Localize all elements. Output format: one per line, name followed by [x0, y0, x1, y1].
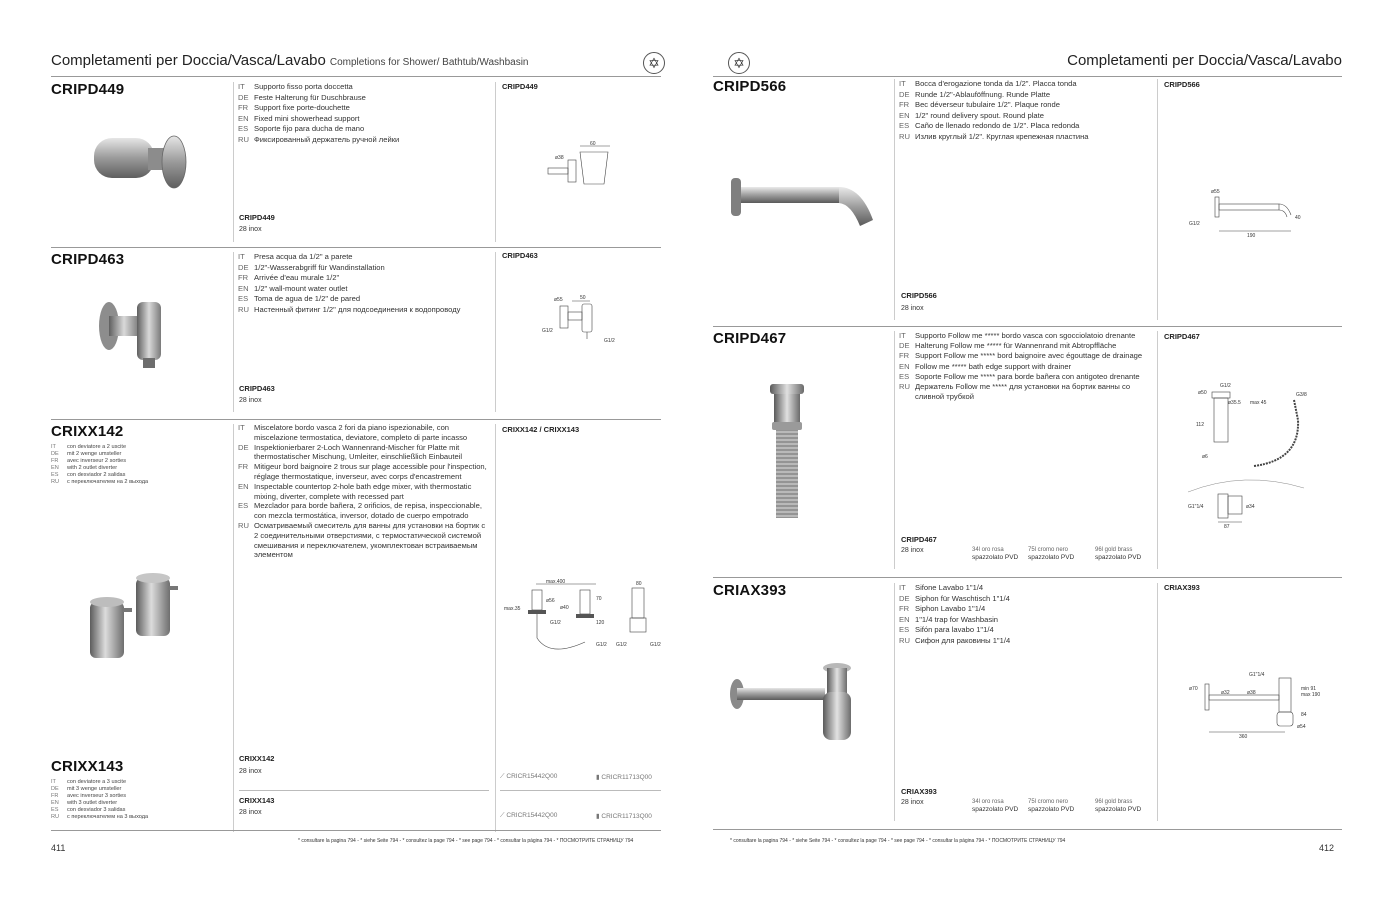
lang-code: EN: [899, 110, 910, 120]
drawing-title: CRIAX393: [1164, 583, 1200, 592]
accessory-code: CRICR15442Q00: [506, 812, 558, 819]
description-text: Излив круглый 1/2". Круглая крепежная пластина: [915, 131, 1089, 141]
finish-option: [972, 547, 1018, 562]
variant-text: con deviatore a 3 uscite: [67, 779, 127, 785]
dim-label: G1"1/4: [1249, 672, 1265, 678]
description-text: Sifone Lavabo 1"1/4: [915, 583, 984, 592]
dim-label: 87: [1224, 524, 1230, 530]
section-rule: [51, 419, 661, 420]
product-code: CRIPD467: [713, 330, 787, 347]
product-image-siphon: [727, 660, 862, 750]
description-text: Support fixe porte-douchette: [254, 103, 350, 113]
product-image-wall-outlet: [95, 290, 175, 380]
dim-label: ø55: [554, 297, 563, 303]
dim-label: ø38: [1247, 690, 1256, 696]
lang-code: DE: [51, 451, 59, 457]
dim-label: max 190: [1301, 692, 1320, 698]
lang-code: DE: [899, 593, 910, 603]
option-code: 96l gold brass: [1095, 799, 1133, 805]
variant-text: с переключателем на 3 выхода: [67, 814, 149, 820]
lang-code: RU: [51, 814, 60, 820]
finish-code: CRIAX393: [901, 787, 937, 796]
cartridge-icon: ▮: [596, 774, 600, 781]
lang-code: FR: [899, 100, 910, 110]
variant-text: avec inverseur 3 sorties: [67, 793, 127, 799]
description-text: 1"1/4 trap for Washbasin: [915, 614, 999, 624]
description-text: Осматриваемый смеситель для ванны для установки на бортик с 2 соединительными отверстиями, с термостатической системой смешивания и переключателем, укомплектован встраиваемым элементом: [254, 520, 486, 560]
option-code: 96l gold brass: [1095, 547, 1133, 553]
drawing-title: CRIPD467: [1164, 332, 1200, 341]
dim-label: ø55: [1211, 189, 1220, 195]
dim-label: max 45: [1250, 400, 1267, 406]
lang-code: FR: [899, 604, 910, 614]
lang-code: RU: [238, 134, 249, 144]
lang-code: EN: [51, 800, 59, 806]
dim-label: ø32: [1221, 690, 1230, 696]
footnote: * consultare la pagina 794 - * siehe Seite 794 - * consultez la page 794 - * see page 794 - * consultar la página 794 - * ПОСМОТРИТЕ СТРАНИЦУ 794: [298, 838, 634, 844]
column-divider: [495, 82, 496, 242]
description-text: Miscelatore bordo vasca 2 fori da piano ispezionabile, con miscelazione termostatica, deviatore, completo di parte incasso: [254, 423, 468, 442]
lang-code: ES: [238, 124, 249, 134]
lang-code: FR: [899, 351, 910, 361]
description-text: Toma de agua de 1/2" de pared: [254, 294, 361, 304]
dim-label: 84: [1301, 712, 1307, 718]
lang-code: ES: [899, 121, 910, 131]
accessory-item: [500, 773, 557, 781]
finish-text: 28 inox: [901, 799, 924, 806]
lang-code: ES: [51, 807, 59, 813]
product-code: CRIXX142: [51, 423, 124, 440]
brand-logo-icon: ✡: [728, 52, 750, 74]
lang-code: EN: [899, 361, 910, 371]
lang-code: IT: [51, 444, 56, 450]
lang-code: DE: [238, 442, 249, 452]
finish-rule: [239, 790, 489, 791]
lang-code: EN: [51, 465, 59, 471]
dim-label: G1/2: [550, 620, 561, 626]
lang-code: ES: [51, 472, 59, 478]
finish-option: [1095, 547, 1141, 562]
brand-logo-icon: ✡: [643, 52, 665, 74]
lang-code: IT: [899, 79, 906, 88]
finish-option: [1095, 799, 1141, 814]
dim-label: G1/2: [542, 328, 553, 334]
drawing-title: CRIXX142 / CRIXX143: [502, 425, 580, 434]
dim-label: 120: [596, 620, 605, 626]
header-rule: [713, 76, 1342, 77]
section-rule: [713, 326, 1342, 327]
description-text: Сифон для раковины 1"1/4: [915, 635, 1011, 645]
description-text: Sifón para lavabo 1"1/4: [915, 625, 994, 635]
dim-label: ø35.5: [1228, 400, 1241, 406]
section-rule: [713, 577, 1342, 578]
dim-label: ø38: [555, 155, 564, 161]
description-text: Mitigeur bord baignoire 2 trous sur plage accessible pour l'inspection, réglage thermostatique, inverseur, avec corps d'encastrement: [254, 462, 487, 481]
dim-label: ø40: [560, 605, 569, 611]
section-rule: [51, 247, 661, 248]
description-text: Follow me ***** bath edge support with drainer: [915, 361, 1072, 371]
technical-drawing: [1187, 185, 1307, 245]
lang-code: FR: [51, 458, 59, 464]
description-text: Mezclador para borde bañera, 2 orificios, de repisa, inspeccionable, con mezcla termostática, inversor, dotado de cuerpo empotrado: [254, 501, 482, 521]
page-number: 412: [1319, 843, 1335, 853]
accessory-item: [596, 773, 652, 781]
product-code: CRIPD566: [713, 78, 787, 95]
technical-drawing: [540, 292, 630, 352]
lang-code: ES: [238, 501, 249, 511]
tube-icon: ⟋: [500, 773, 505, 780]
lang-code: FR: [51, 793, 59, 799]
variant-text: con desviador 3 salidas: [67, 807, 126, 813]
lang-code: IT: [899, 583, 906, 592]
dim-label: 190: [1247, 233, 1256, 239]
column-divider: [233, 424, 234, 832]
lang-code: DE: [51, 786, 59, 792]
technical-drawing: [1184, 380, 1324, 535]
dim-label: G1/2: [650, 642, 661, 648]
variant-list: [51, 444, 231, 486]
lang-code: FR: [238, 103, 249, 113]
variant-text: con deviatore a 2 uscite: [67, 444, 127, 450]
column-divider: [1157, 583, 1158, 821]
dim-label: 112: [1196, 422, 1204, 428]
option-code: 75l cromo nero: [1028, 547, 1069, 553]
variant-text: mit 3 wenge umsteller: [67, 786, 122, 792]
description-list: [899, 583, 1154, 647]
description-text: Halterung Follow me ***** für Wannenrand mit Abtropffläche: [915, 341, 1117, 351]
variant-text: с переключателем на 2 выхода: [67, 479, 149, 485]
lang-code: ES: [899, 625, 910, 635]
finish-text: 28 inox: [239, 226, 262, 233]
variant-text: with 3 outlet diverter: [67, 800, 118, 806]
finish-code: CRIPD566: [901, 291, 937, 300]
dim-label: G1/2: [604, 338, 615, 344]
accessory-item: [500, 812, 557, 820]
dim-label: G1/2: [1189, 221, 1200, 227]
description-text: Feste Halterung für Duschbrause: [254, 92, 366, 102]
column-divider: [894, 583, 895, 821]
dim-label: G1/2: [596, 642, 607, 648]
tube-icon: ⟋: [500, 812, 505, 819]
product-image-bath-mixer: [80, 572, 190, 667]
variant-text: with 2 outlet diverter: [67, 465, 118, 471]
lang-code: IT: [238, 423, 245, 432]
lang-code: DE: [238, 262, 249, 272]
product-code: CRIPD449: [51, 81, 125, 98]
description-text: Siphon für Waschtisch 1"1/4: [915, 593, 1010, 603]
finish-text: 28 inox: [239, 809, 262, 816]
lang-code: IT: [51, 779, 56, 785]
description-text: Inspectable countertop 2-hole bath edge mixer, with thermostatic mixing, diverter, complete with recessed part: [254, 481, 472, 501]
product-image-spout: [727, 172, 887, 247]
accessory-item: [596, 812, 652, 820]
dim-label: ø6: [1202, 454, 1208, 460]
description-text: Supporto fisso porta doccetta: [254, 82, 353, 91]
footer-rule: [51, 830, 661, 831]
dim-label: 60: [590, 141, 596, 147]
description-text: Soporte fijo para ducha de mano: [254, 124, 365, 134]
description-text: Фиксированный держатель ручной лейки: [254, 134, 400, 144]
finish-code: CRIXX142: [239, 754, 275, 763]
dim-label: 50: [580, 295, 586, 301]
description-list: [899, 79, 1154, 143]
dim-label: 40: [1295, 215, 1301, 221]
variant-text: mit 2 wenge umsteller: [67, 451, 122, 457]
lang-code: RU: [899, 131, 910, 141]
description-text: Bocca d'erogazione tonda da 1/2". Placca tonda: [915, 79, 1077, 88]
page-header: [51, 52, 529, 69]
description-text: Настенный фитинг 1/2" для подсоединения к водопроводу: [254, 304, 461, 314]
dim-label: 80: [636, 581, 642, 587]
lang-code: ES: [238, 294, 249, 304]
dim-label: max.35: [504, 606, 521, 612]
lang-code: IT: [238, 252, 245, 261]
column-divider: [233, 252, 234, 412]
finish-code: CRIPD467: [901, 535, 937, 544]
description-text: Runde 1/2"-Ablauföffnung. Runde Platte: [915, 89, 1051, 99]
lang-code: EN: [238, 283, 249, 293]
dim-label: ø70: [1189, 686, 1198, 692]
finish-text: 28 inox: [901, 305, 924, 312]
column-divider: [1157, 331, 1158, 569]
product-code: CRIAX393: [713, 582, 787, 599]
finish-option: [972, 799, 1018, 814]
page-number: 411: [51, 843, 66, 853]
dim-label: 70: [596, 596, 602, 602]
drawing-title: CRIPD449: [502, 82, 538, 91]
column-divider: [1157, 79, 1158, 320]
lang-code: RU: [238, 520, 249, 530]
dim-label: ø50: [1198, 390, 1207, 396]
variant-text: con desviador 2 salidas: [67, 472, 126, 478]
technical-drawing: [500, 578, 665, 678]
dim-label: max.400: [546, 579, 566, 585]
finish-code: CRIPD463: [239, 384, 275, 393]
lang-code: IT: [899, 331, 906, 340]
page-right: [697, 0, 1394, 901]
dim-label: G1"1/4: [1188, 504, 1204, 510]
column-divider: [495, 424, 496, 832]
header-rule: [51, 76, 661, 77]
description-text: Support Follow me ***** bord baignoire avec égouttage de drainage: [915, 351, 1143, 361]
lang-code: DE: [899, 341, 910, 351]
finish-text: 28 inox: [239, 768, 262, 775]
column-divider: [894, 331, 895, 569]
header-title: Completamenti per Doccia/Vasca/Lavabo: [1067, 52, 1342, 69]
lang-code: EN: [238, 113, 249, 123]
footer-rule: [713, 829, 1342, 830]
dim-label: ø34: [1246, 504, 1255, 510]
dim-label: ø56: [546, 598, 555, 604]
dim-label: ø54: [1297, 724, 1306, 730]
description-text: Soporte Follow me ***** para borde bañera con antigoteo drenante: [915, 371, 1140, 381]
option-code: 34l oro rosa: [972, 799, 1004, 805]
lang-code: FR: [238, 462, 249, 472]
description-text: 1/2"-Wasserabgriff für Wandinstallation: [254, 262, 385, 272]
product-image-hose-support: [762, 380, 812, 525]
header-subtitle: Completions for Shower/ Bathtub/Washbasin: [329, 57, 529, 68]
option-code: 75l cromo nero: [1028, 799, 1069, 805]
finish-option: [1028, 799, 1074, 814]
footnote: * consultare la pagina 794 - * siehe Seite 794 - * consultez la page 794 - * see page 794 - * consultar la página 794 - * ПОСМОТРИТЕ СТРАНИЦУ 794: [730, 838, 1066, 844]
description-text: Siphon Lavabo 1"1/4: [915, 604, 986, 614]
product-code: CRIXX143: [51, 758, 124, 775]
option-label: spazzolato PVD: [1028, 806, 1075, 813]
finish-text: 28 inox: [239, 397, 262, 404]
variant-list: [51, 779, 231, 821]
description-text: 1/2" wall-mount water outlet: [254, 283, 348, 293]
accessory-rule: [500, 790, 661, 791]
description-list: [238, 252, 488, 316]
accessory-code: CRICR15442Q00: [506, 773, 558, 780]
page-header: [1067, 52, 1342, 69]
lang-code: EN: [238, 481, 249, 491]
dim-label: G1/2: [1220, 383, 1231, 389]
description-text: Supporto Follow me ***** bordo vasca con sgocciolatoio drenante: [915, 331, 1136, 340]
variant-text: avec inverseur 2 sorties: [67, 458, 127, 464]
lang-code: DE: [899, 89, 910, 99]
product-image-shower-support: [88, 128, 198, 203]
description-list: [238, 423, 490, 560]
drawing-title: CRIPD463: [502, 251, 538, 260]
header-title: Completamenti per Doccia/Vasca/Lavabo: [51, 52, 326, 69]
option-label: spazzolato PVD: [1095, 554, 1142, 561]
option-code: 34l oro rosa: [972, 547, 1004, 553]
product-code: CRIPD463: [51, 251, 125, 268]
accessory-code: CRICR11713Q00: [601, 774, 652, 781]
finish-text: 28 inox: [901, 547, 924, 554]
lang-code: ES: [899, 371, 910, 381]
description-list: [899, 331, 1154, 402]
technical-drawing: [540, 140, 630, 195]
option-label: spazzolato PVD: [1095, 806, 1142, 813]
description-text: Arrivée d'eau murale 1/2": [254, 273, 340, 283]
dim-label: G1/2: [616, 642, 627, 648]
finish-code: CRIXX143: [239, 796, 275, 805]
dim-label: 360: [1239, 734, 1248, 738]
description-text: Fixed mini showerhead support: [254, 113, 360, 123]
description-text: Bec déverseur tubulaire 1/2". Plaque ronde: [915, 100, 1060, 110]
column-divider: [894, 79, 895, 320]
lang-code: RU: [238, 304, 249, 314]
column-divider: [495, 252, 496, 412]
lang-code: RU: [899, 382, 910, 392]
drawing-title: CRIPD566: [1164, 80, 1200, 89]
description-text: Inspektionierbarer 2-Loch Wannenrand-Mischer für Platte mit thermostatischer Mischung, Umleiter, einschließlich Einbauteil: [254, 442, 463, 462]
lang-code: IT: [238, 82, 245, 91]
option-label: spazzolato PVD: [972, 806, 1019, 813]
lang-code: DE: [238, 92, 249, 102]
description-text: Держатель Follow me ***** для установки на бортик ванны со сливной трубкой: [915, 382, 1131, 402]
option-label: spazzolato PVD: [972, 554, 1019, 561]
finish-code: CRIPD449: [239, 213, 275, 222]
description-text: Presa acqua da 1/2" a parete: [254, 252, 353, 261]
description-list: [238, 82, 488, 146]
finish-option: [1028, 547, 1074, 562]
cartridge-icon: ▮: [596, 813, 600, 820]
technical-drawing: [1185, 668, 1320, 743]
dim-label: G3/8: [1296, 392, 1307, 398]
lang-code: RU: [51, 479, 60, 485]
description-text: Caño de llenado redondo de 1/2". Placa redonda: [915, 121, 1080, 131]
lang-code: FR: [238, 273, 249, 283]
column-divider: [233, 82, 234, 242]
lang-code: EN: [899, 614, 910, 624]
option-label: spazzolato PVD: [1028, 554, 1075, 561]
lang-code: RU: [899, 635, 910, 645]
accessory-code: CRICR11713Q00: [601, 813, 652, 820]
description-text: 1/2" round delivery spout. Round plate: [915, 110, 1044, 120]
dim-label: min 91: [1301, 686, 1317, 692]
